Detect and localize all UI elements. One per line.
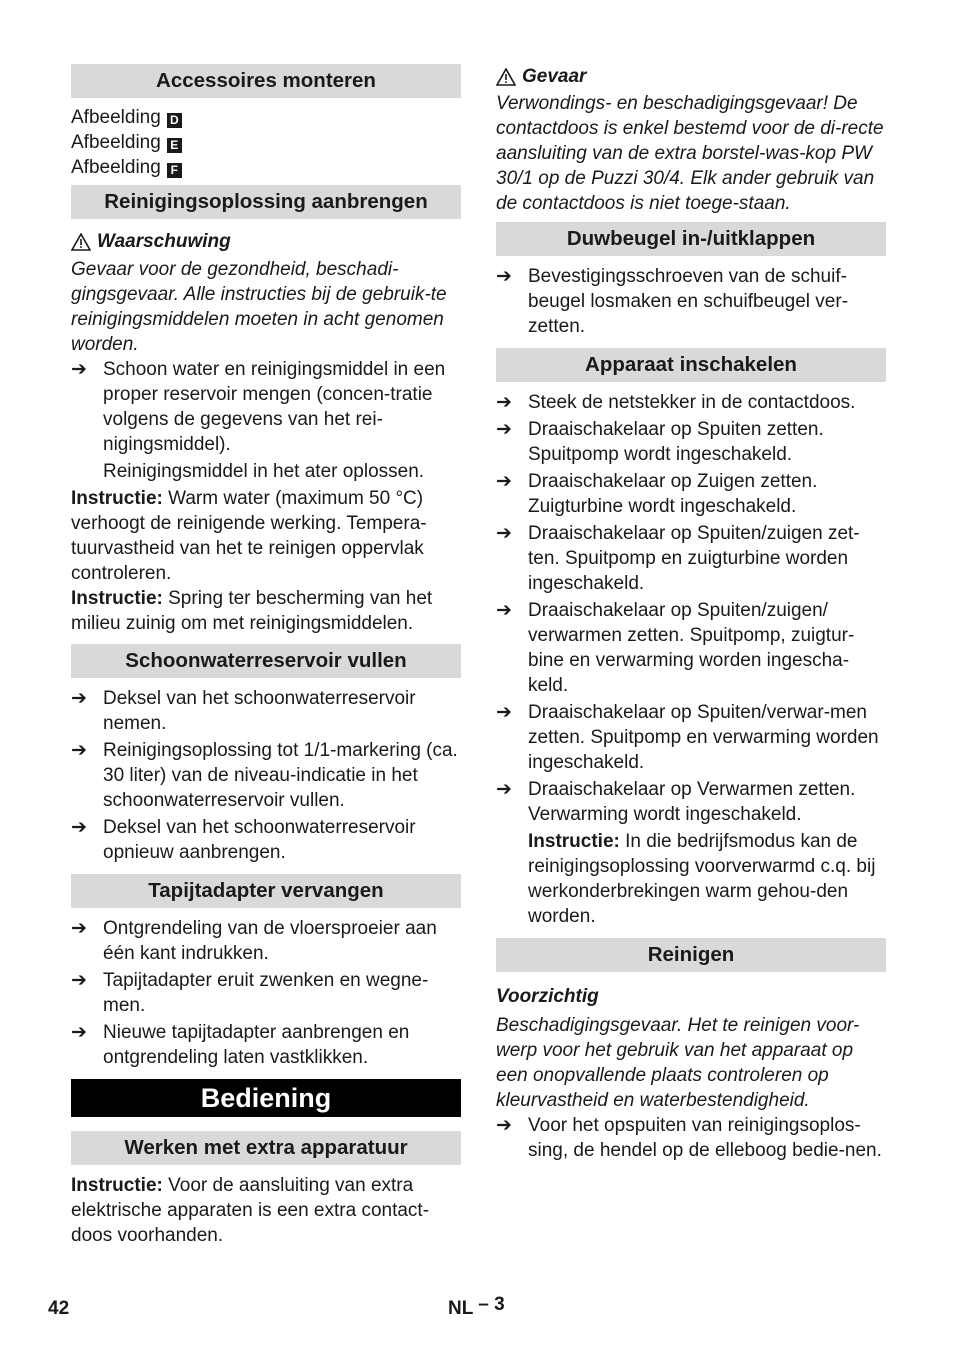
arrow-icon: ➔ [71,1022,87,1043]
warning-triangle-icon [71,233,91,251]
warning-triangle-icon [496,68,516,86]
caution-text: Beschadigingsgevaar. Het te reinigen voor-werp voor het gebruik van het apparaat op een onopvallende plaats controleren op kleurvastheid en waterbestendigheid. [496,1015,860,1111]
figure-letter-d: D [167,113,182,128]
instruction-paragraph: Instructie: In die bedrijfsmodus kan de reinigingsoplossing voorverwarmd c.q. bij werkonderbrekingen warm gehou-den worden. [528,831,876,927]
list-item: ➔ Bevestigingsschroeven van de schuif-beugel losmaken en schuifbeugel ver-zetten. [496,266,849,337]
instruction-paragraph: Instructie: Spring ter bescherming van het milieu zuinig om met reinigingsmiddelen. [71,588,433,634]
instruction-paragraph: Instructie: Warm water (maximum 50 °C) verhoogt de reinigende werking. Tempera-tuurvastheid van het te reinigen oppervlak controleren. [71,488,427,584]
list-item: ➔ Draaischakelaar op Verwarmen zetten. Verwarming wordt ingeschakeld. [496,779,856,825]
arrow-icon: ➔ [71,817,87,838]
figure-letter-e: E [167,138,182,153]
list-item: ➔ Tapijtadapter eruit zwenken en wegne-men. [71,970,429,1016]
heading-schoonwaterreservoir: Schoonwaterreservoir vullen [71,644,461,678]
figure-ref-f: Afbeelding F [71,155,461,180]
language-code: NL [448,1298,473,1319]
arrow-icon: ➔ [496,1115,512,1136]
list-item: ➔ Deksel van het schoonwaterreservoir opnieuw aanbrengen. [71,817,416,863]
danger-text: Verwondings- en beschadigingsgevaar! De contactdoos is enkel bestemd voor de di-recte aansluiting van de extra borstel-was-kop PW 30/1 op de Puzzi 30/4. Elk ander gebruik van de contactdoos is niet toege-staan. [496,93,884,214]
arrow-icon: ➔ [496,600,512,621]
heading-tapijtadapter: Tapijtadapter vervangen [71,874,461,908]
list-item: ➔ Voor het opspuiten van reinigingsoplos-sing, de hendel op de elleboog bedie-nen. [496,1115,882,1161]
list-item: ➔ Draaischakelaar op Spuiten/verwar-men zetten. Spuitpomp en verwarming worden ingeschakeld. [496,702,879,773]
arrow-icon: ➔ [496,779,512,800]
right-column [496,64,886,1163]
heading-accessoires: Accessoires monteren [71,64,461,98]
left-column [71,64,461,1248]
danger-title: Gevaar [496,64,886,89]
step-note: Reinigingsmiddel in het ater oplossen. [103,461,425,482]
arrow-icon: ➔ [71,970,87,991]
list-item: ➔ Draaischakelaar op Spuiten/zuigen/ verwarmen zetten. Spuitpomp, zuigtur-bine en verwarming worden ingescha-keld. [496,600,855,696]
warning-title: Waarschuwing [71,229,461,254]
instruction-paragraph: Instructie: Voor de aansluiting van extra elektrische apparaten is een extra contact-doos voorhanden. [71,1175,430,1246]
heading-inschakelen: Apparaat inschakelen [496,348,886,382]
figure-letter-f: F [167,163,182,178]
caution-title: Voorzichtig [496,986,599,1007]
list-item: ➔ Deksel van het schoonwaterreservoir nemen. [71,688,416,734]
section-number: – 3 [478,1294,505,1315]
footer-section-label [448,1294,505,1320]
arrow-icon: ➔ [71,740,87,761]
figure-ref-d: Afbeelding D [71,105,461,130]
heading-duwbeugel: Duwbeugel in-/uitklappen [496,222,886,256]
list-item: ➔ Draaischakelaar op Spuiten zetten. Spuitpomp wordt ingeschakeld. [496,419,824,465]
arrow-icon: ➔ [71,918,87,939]
page-number: 42 [48,1298,70,1319]
heading-reinigingsoplossing: Reinigingsoplossing aanbrengen [71,185,461,219]
list-item: ➔ Steek de netstekker in de contactdoos. [496,392,856,413]
figure-ref-e: Afbeelding E [71,130,461,155]
list-item: ➔ Draaischakelaar op Zuigen zetten. Zuigturbine wordt ingeschakeld. [496,471,818,517]
arrow-icon: ➔ [496,702,512,723]
arrow-icon: ➔ [496,392,512,413]
arrow-icon: ➔ [496,471,512,492]
arrow-icon: ➔ [71,359,87,380]
list-item: ➔ Draaischakelaar op Spuiten/zuigen zet-ten. Spuitpomp en zuigturbine worden ingeschakeld. [496,523,860,594]
warning-text: Gevaar voor de gezondheid, beschadi-gingsgevaar. Alle instructies bij de gebruik-te reinigingsmiddelen moeten in acht genomen worden. [71,259,447,355]
arrow-icon: ➔ [496,523,512,544]
arrow-icon: ➔ [496,419,512,440]
list-item: ➔ Ontgrendeling van de vloersproeier aan één kant indrukken. [71,918,437,964]
list-item: ➔ Reinigingsoplossing tot 1/1-markering (ca. 30 liter) van de niveau-indicatie in het schoonwaterreservoir vullen. [71,740,458,811]
heading-reinigen: Reinigen [496,938,886,972]
list-item: ➔ Nieuwe tapijtadapter aanbrengen en ontgrendeling laten vastklikken. [71,1022,410,1068]
arrow-icon: ➔ [496,266,512,287]
heading-extra-apparatuur: Werken met extra apparatuur [71,1131,461,1165]
heading-bediening: Bediening [71,1079,461,1117]
arrow-icon: ➔ [71,688,87,709]
list-item: ➔ Schoon water en reinigingsmiddel in een proper reservoir mengen (concen-tratie volgens de gegevens van het rei-nigingsmiddel). [71,359,446,455]
